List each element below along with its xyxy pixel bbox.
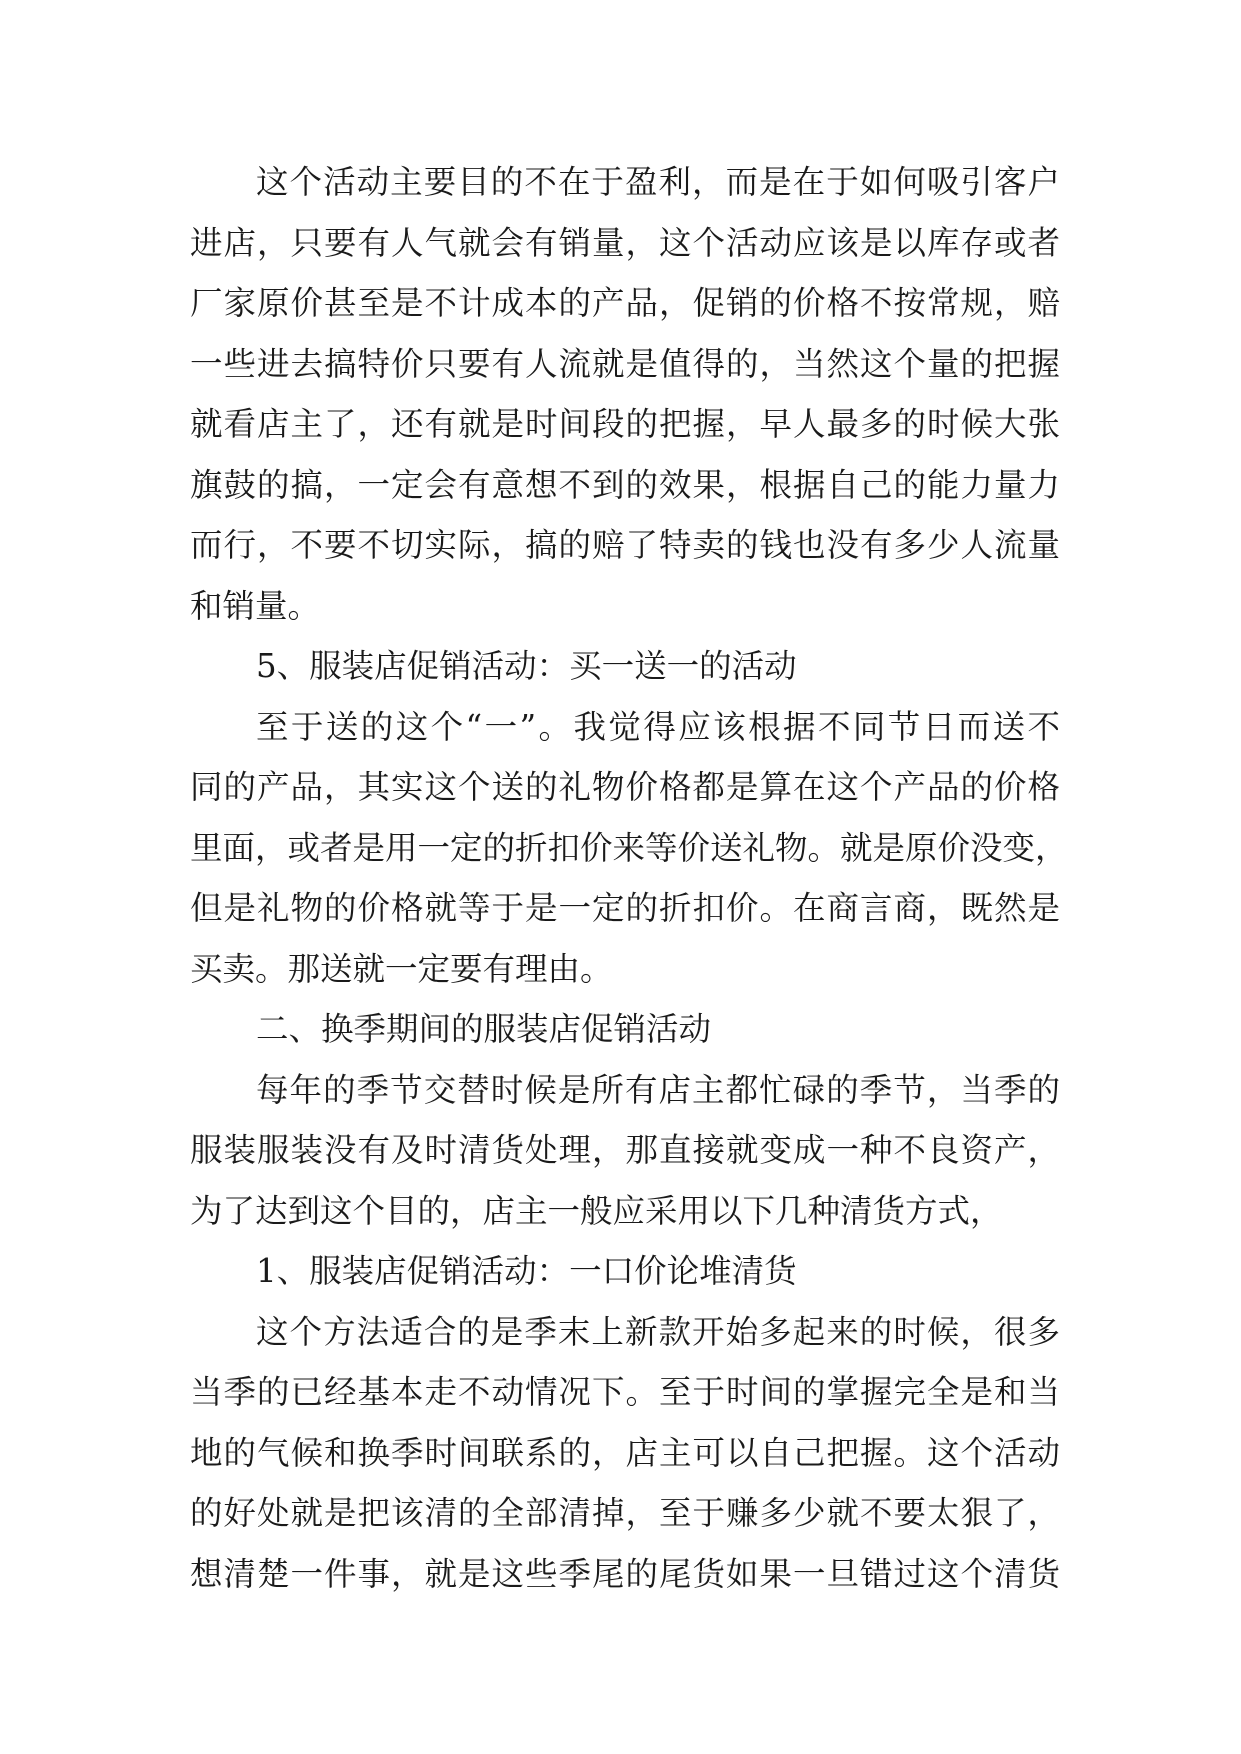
text-line: 买卖。那送就一定要有理由。 — [190, 949, 613, 988]
text-line: 地的气候和换季时间联系的，店主可以自己把握。这个活动 — [190, 1433, 1060, 1472]
text-line: 每年的季节交替时候是所有店主都忙碌的季节，当季的 — [256, 1070, 1060, 1109]
text-line: 这个活动主要目的不在于盈利，而是在于如何吸引客户 — [256, 163, 1060, 201]
section-heading: 1、服装店促销活动：一口价论堆清货 — [256, 1252, 797, 1290]
section-heading: 二、换季期间的服装店促销活动 — [256, 1010, 712, 1048]
text-line: 进店，只要有人气就会有销量，这个活动应该是以库存或者 — [190, 223, 1060, 262]
text-line: 的好处就是把该清的全部清掉，至于赚多少就不要太狠了， — [190, 1494, 1060, 1532]
section-heading: 5、服装店促销活动：买一送一的活动 — [256, 647, 797, 685]
text-line: 旗鼓的搞，一定会有意想不到的效果，根据自己的能力量力 — [190, 465, 1060, 504]
text-line: 同的产品，其实这个送的礼物价格都是算在这个产品的价格 — [190, 768, 1060, 806]
text-line: 想清楚一件事，就是这些季尾的尾货如果一旦错过这个清货 — [190, 1554, 1060, 1593]
text-line: 里面，或者是用一定的折扣价来等价送礼物。就是原价没变， — [190, 828, 1068, 867]
document-body — [190, 152, 1068, 1604]
text-line: 厂家原价甚至是不计成本的产品，促销的价格不按常规，赔 — [190, 284, 1060, 322]
text-line: 一些进去搞特价只要有人流就是值得的，当然这个量的把握 — [190, 344, 1060, 383]
text-line: 服装服装没有及时清货处理，那直接就变成一种不良资产， — [190, 1131, 1060, 1169]
text-line: 为了达到这个目的，店主一般应采用以下几种清货方式， — [190, 1191, 1003, 1230]
text-line: 和销量。 — [190, 586, 321, 625]
text-line: 就看店主了，还有就是时间段的把握，早人最多的时候大张 — [190, 405, 1060, 443]
text-line: 这个方法适合的是季末上新款开始多起来的时候，很多 — [256, 1312, 1060, 1351]
text-line: 而行，不要不切实际，搞的赔了特卖的钱也没有多少人流量 — [190, 526, 1060, 564]
text-line: 至于送的这个“一”。我觉得应该根据不同节日而送不 — [256, 707, 1060, 746]
text-line: 当季的已经基本走不动情况下。至于时间的掌握完全是和当 — [190, 1373, 1060, 1411]
text-line: 但是礼物的价格就等于是一定的折扣价。在商言商，既然是 — [190, 889, 1060, 927]
